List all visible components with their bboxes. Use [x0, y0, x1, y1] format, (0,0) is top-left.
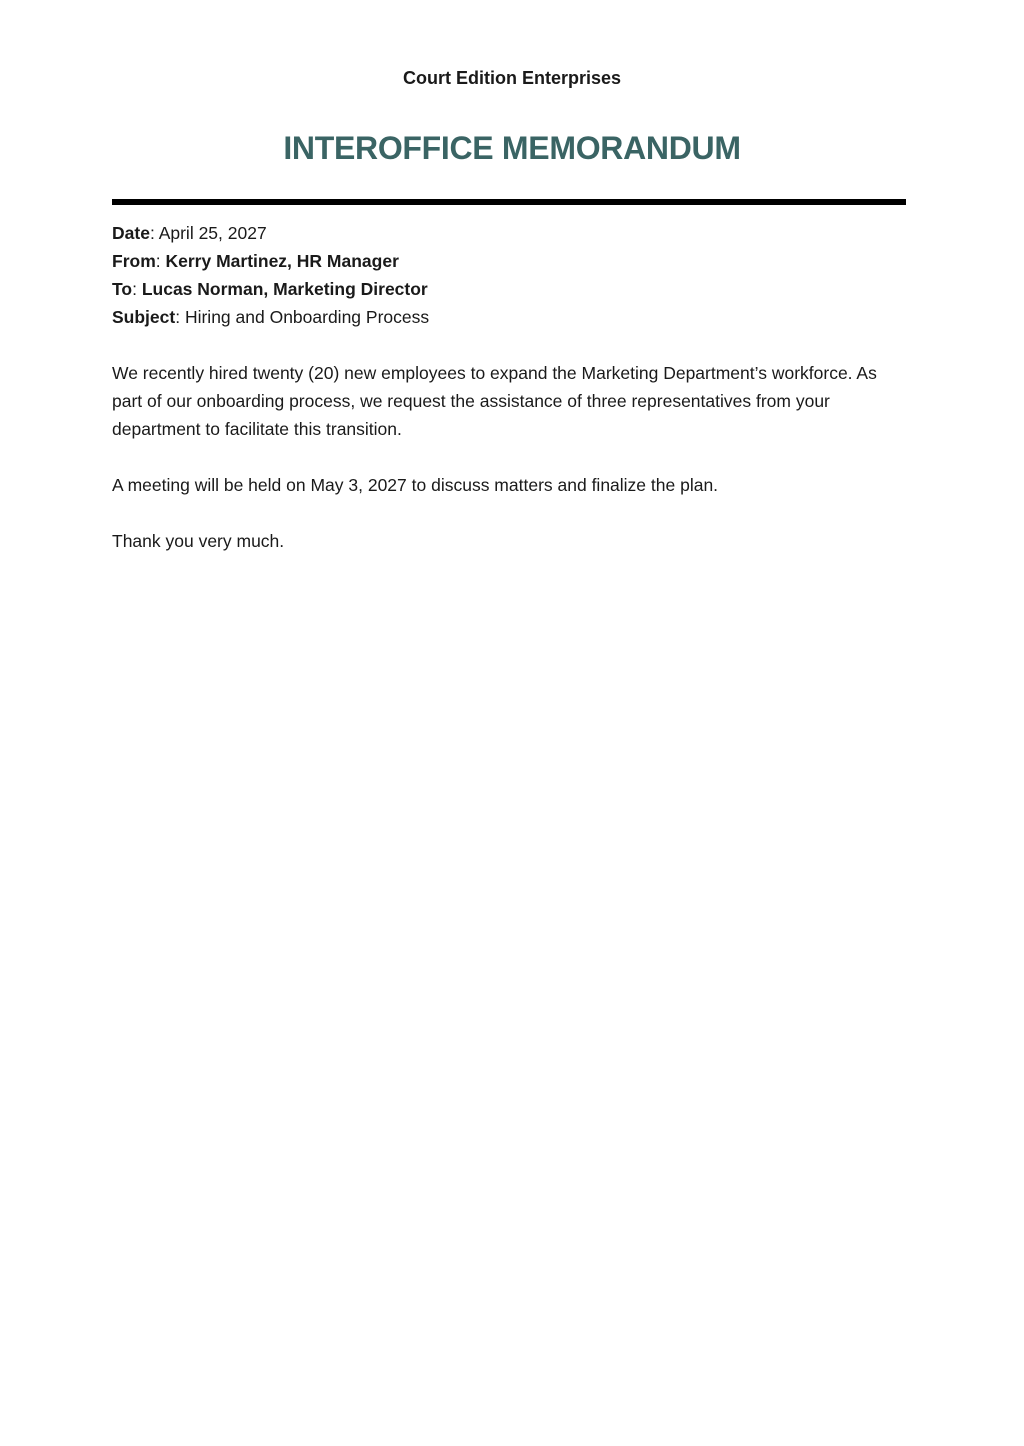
body-paragraph-2: A meeting will be held on May 3, 2027 to discuss matters and finalize the plan. [112, 475, 719, 495]
subject-separator: : [175, 307, 185, 327]
from-label: From [112, 251, 156, 271]
subject-label: Subject [112, 307, 176, 327]
from-line [112, 247, 906, 275]
subject-value: Hiring and Onboarding Process [184, 307, 430, 327]
memo-content [112, 219, 906, 555]
date-label: Date [112, 223, 150, 243]
memo-title: INTEROFFICE MEMORANDUM [283, 130, 741, 166]
subject-line [112, 303, 906, 331]
company-name: Court Edition Enterprises [402, 68, 622, 88]
to-line [112, 275, 906, 303]
header-divider [112, 199, 906, 205]
from-separator: : [155, 251, 166, 271]
date-separator: : [149, 223, 159, 243]
date-line [112, 219, 906, 247]
date-value: April 25, 2027 [158, 223, 267, 243]
body-paragraph-3: Thank you very much. [112, 531, 285, 551]
to-separator: : [132, 279, 142, 299]
to-value: Lucas Norman, Marketing Director [141, 279, 428, 299]
from-value: Kerry Martinez, HR Manager [165, 251, 399, 271]
body-paragraph-1: We recently hired twenty (20) new employees to expand the Marketing Department’s workforce. As part of our onboarding process, we request the assistance of three representatives from your department to facilitate this transition. [112, 363, 877, 439]
to-label: To [112, 279, 133, 299]
